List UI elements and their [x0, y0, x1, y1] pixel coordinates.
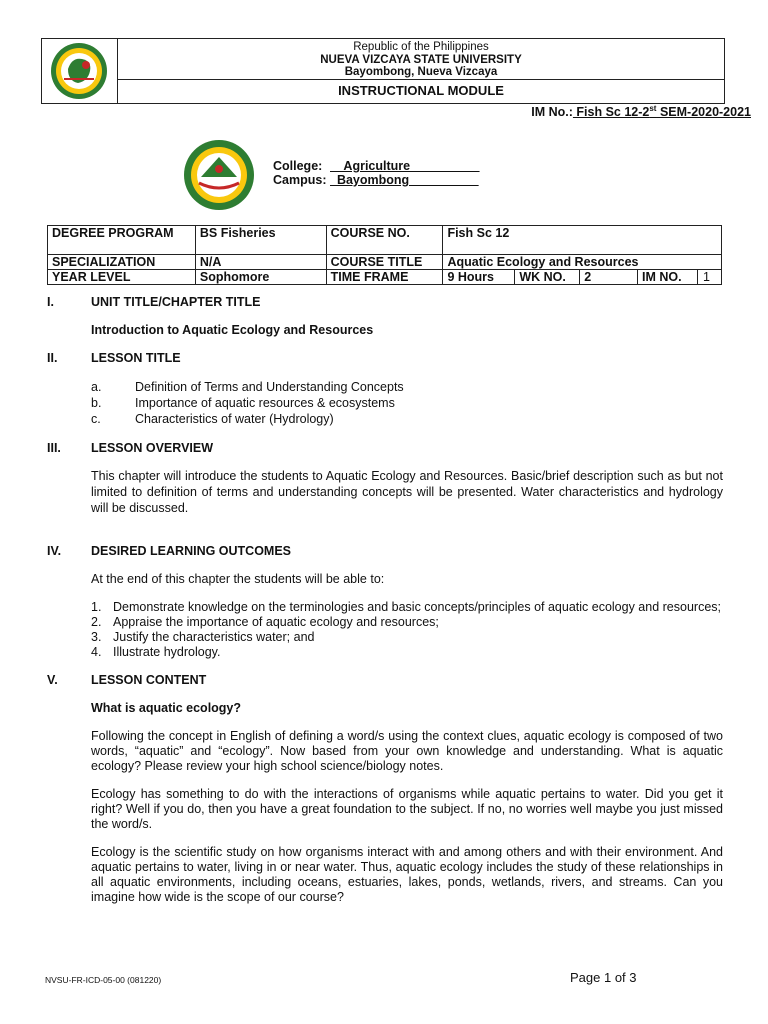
course-no-value: Fish Sc 12	[443, 226, 722, 255]
list-text: Illustrate hydrology.	[113, 645, 221, 659]
list-marker: b.	[91, 396, 102, 410]
time-frame-label: TIME FRAME	[326, 270, 443, 285]
outcomes-intro: At the end of this chapter the students will be able to:	[91, 572, 385, 586]
im-number-value	[573, 105, 751, 119]
degree-label: DEGREE PROGRAM	[48, 226, 196, 255]
section-heading	[47, 441, 723, 456]
im-number	[531, 104, 751, 119]
outcomes-list	[91, 600, 723, 659]
year-label: YEAR LEVEL	[48, 270, 196, 285]
lesson-title-list	[91, 379, 723, 427]
wk-label: WK NO.	[515, 270, 580, 285]
section-heading	[47, 295, 723, 310]
list-marker: 1.	[91, 600, 102, 614]
college-value: Agriculture	[330, 159, 480, 173]
nvsu-seal-icon	[42, 39, 116, 103]
list-item	[91, 600, 723, 614]
section-heading	[47, 673, 723, 688]
section-title: UNIT TITLE/CHAPTER TITLE	[91, 295, 261, 309]
college-seal	[177, 137, 261, 218]
table-row	[48, 255, 722, 270]
im-cell	[638, 270, 722, 285]
overview-paragraph: This chapter will introduce the students to Aquatic Ecology and Resources. Basic/brief description such as but not limited to definition of terms and understanding concepts will be presented. Water characteristics and hydrology will be discussed.	[91, 469, 723, 515]
section-number: IV.	[47, 544, 62, 558]
specialization-label: SPECIALIZATION	[48, 255, 196, 270]
course-info-table	[47, 225, 722, 285]
im-number-pre: Fish Sc 12-2	[572, 105, 650, 120]
republic-line: Republic of the Philippines	[353, 41, 489, 53]
list-marker: c.	[91, 412, 101, 426]
im-label: IM NO.	[638, 270, 698, 284]
module-title: INSTRUCTIONAL MODULE	[118, 79, 724, 104]
campus-row	[273, 173, 480, 187]
college-info	[273, 159, 480, 187]
table-row	[48, 270, 722, 285]
year-value: Sophomore	[195, 270, 326, 285]
list-text: Demonstrate knowledge on the terminologies and basic concepts/principles of aquatic ecology and resources;	[113, 600, 721, 614]
section-number: II.	[47, 351, 58, 365]
list-marker: 4.	[91, 645, 102, 659]
campus-label: Campus:	[273, 173, 327, 187]
section-number: I.	[47, 295, 54, 309]
header-box	[41, 38, 725, 104]
time-frame-value: 9 Hours	[443, 270, 515, 285]
university-name: NUEVA VIZCAYA STATE UNIVERSITY	[320, 53, 522, 66]
chapter-title: Introduction to Aquatic Ecology and Resources	[91, 323, 374, 337]
section-number: III.	[47, 441, 61, 455]
page-number: Page 1 of 3	[570, 970, 637, 985]
content-paragraph: Ecology is the scientific study on how organisms interact with and among others and with their environment. And aquatic pertains to water, living in or near water. Thus, aquatic ecology includes the study of these relationships in all aquatic environments, including oceans, estuaries, lakes, ponds, wetlands, rivers, and streams. Can you imagine how wide is the scope of our course?	[91, 845, 723, 904]
content-subheading: What is aquatic ecology?	[91, 701, 242, 715]
list-item	[91, 645, 723, 659]
course-title-label: COURSE TITLE	[326, 255, 443, 270]
wk-value: 2	[580, 270, 638, 285]
list-text: Importance of aquatic resources & ecosystems	[135, 396, 395, 410]
content-paragraph: Following the concept in English of defining a word/s using the context clues, aquatic ecology is composed of two words, “aquatic” and “ecology”. Now based from your own knowledge and understanding. What is aquatic ecology? Please review your high school science/biology notes.	[91, 729, 723, 773]
list-item	[91, 379, 723, 395]
list-text: Characteristics of water (Hydrology)	[135, 412, 334, 426]
module-content	[47, 295, 723, 905]
list-text: Appraise the importance of aquatic ecology and resources;	[113, 615, 439, 629]
university-location: Bayombong, Nueva Vizcaya	[344, 66, 498, 78]
section-title: LESSON TITLE	[91, 351, 181, 365]
section-title: DESIRED LEARNING OUTCOMES	[91, 544, 292, 558]
specialization-value: N/A	[195, 255, 326, 270]
campus-value: Bayombong	[330, 173, 479, 187]
college-row	[273, 159, 480, 173]
list-marker: 2.	[91, 615, 102, 629]
list-marker: a.	[91, 380, 102, 394]
im-value: 1	[703, 270, 710, 284]
list-item	[91, 395, 723, 411]
section-heading	[47, 351, 723, 366]
course-title-value: Aquatic Ecology and Resources	[443, 255, 722, 270]
form-code: NVSU-FR-ICD-05-00 (081220)	[45, 975, 162, 985]
list-text: Justify the characteristics water; and	[113, 630, 315, 644]
section-number: V.	[47, 673, 58, 687]
degree-value: BS Fisheries	[195, 226, 326, 255]
college-of-agriculture-seal-icon	[177, 137, 261, 213]
table-row	[48, 226, 722, 255]
im-number-post: SEM-2020-2021	[656, 105, 751, 120]
course-no-label: COURSE NO.	[326, 226, 443, 255]
list-marker: 3.	[91, 630, 102, 644]
list-text: Definition of Terms and Understanding Concepts	[135, 380, 404, 394]
university-logo-cell	[42, 39, 118, 103]
section-title: LESSON OVERVIEW	[91, 441, 214, 455]
college-label: College:	[273, 159, 323, 173]
section-title: LESSON CONTENT	[91, 673, 207, 687]
list-item	[91, 630, 723, 644]
header-text	[118, 39, 724, 79]
im-number-sup: st	[649, 104, 657, 113]
section-heading	[47, 544, 723, 559]
list-item	[91, 615, 723, 629]
im-number-label: IM No.:	[531, 105, 573, 120]
content-paragraph: Ecology has something to do with the interactions of organisms while aquatic pertains to water. Did you get it right? Well if you do, then you have a great foundation to the subject. If no, no worries well maybe you just missed the word/s.	[91, 787, 723, 831]
list-item	[91, 411, 723, 427]
